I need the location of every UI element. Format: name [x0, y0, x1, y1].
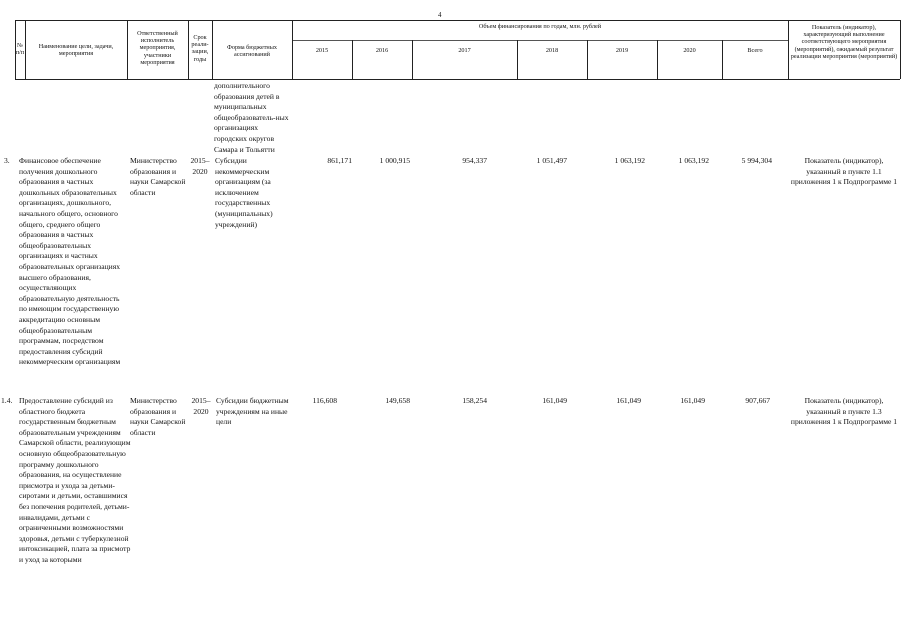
- row-value-total: 907,667: [745, 396, 770, 405]
- row-executor: Министерство образования и науки Самарской области: [130, 396, 186, 437]
- header-col-name: Наименование цели, задачи, мероприятия: [38, 43, 114, 58]
- row-indicator: Показатель (индикатор), указанный в пункте 1.3 приложения 1 к Подпрограмме 1: [790, 396, 898, 427]
- row-value-2017: 158,254: [462, 396, 487, 405]
- row-form: Субсидии некоммерческим организациям (за исключением государственных (муниципальных) учреждений): [215, 156, 273, 229]
- row-number: 1.4.: [1, 396, 13, 405]
- header-col-executor: Ответственный исполнитель мероприятия, участники мероприятия: [137, 30, 178, 66]
- page-number: 4: [438, 11, 442, 19]
- header-col-funding: Объем финансирования по годам, млн. рублей: [478, 23, 602, 30]
- header-year-2015: 2015: [315, 47, 329, 54]
- row-executor: Министерство образования и науки Самарской области: [130, 156, 186, 197]
- header-col-form: Форма бюджетных ассигнований: [227, 44, 277, 59]
- header-col-term: Срок реали-зации, годы: [191, 34, 209, 63]
- row-term: 2015– 2020: [191, 396, 211, 416]
- header-total: Всего: [747, 47, 763, 54]
- header-year-2016: 2016: [375, 47, 389, 54]
- row-value-2016: 1 000,915: [379, 156, 410, 165]
- row-indicator: Показатель (индикатор), указанный в пункте 1.1 приложения 1 к Подпрограмме 1: [790, 156, 898, 187]
- row-number: 3.: [4, 156, 10, 165]
- row-name: Предоставление субсидий из областного бюджета государственным бюджетным образовательным учреждениям Самарской области, реализующим основную общеобразовательную программу дошкольного образования, на осуществление присмотра и ухода за детьми-сиротами и детьми, оставшимися без попечения родителей, детьми-инвалидами, детьми с ограниченными возможностями здоровья, детьми с туберкулезной интоксикацией, плата за присмотр и уход за которыми: [19, 396, 131, 564]
- header-year-2017: 2017: [458, 47, 471, 54]
- row-form: Субсидии бюджетным учреждениям на иные цели: [216, 396, 289, 427]
- row-value-total: 5 994,304: [741, 156, 772, 165]
- row-value-2020: 161,049: [680, 396, 705, 405]
- row-value-2019: 161,049: [616, 396, 641, 405]
- row-value-2020: 1 063,192: [678, 156, 709, 165]
- row-value-2016: 149,658: [385, 396, 410, 405]
- header-col-number: № п/п: [15, 42, 25, 57]
- row-term: 2015– 2020: [190, 156, 210, 176]
- row-value-2015: 116,608: [312, 396, 337, 405]
- row-value-2015: 861,171: [327, 156, 352, 165]
- header-col-indicator: Показатель (индикатор), характеризующий выполнение соответствующего мероприятия (мероприятий), ожидаемый результат реализации мероприятия (мероприятий): [790, 24, 898, 60]
- row-value-2019: 1 063,192: [614, 156, 645, 165]
- header-year-2020: 2020: [683, 47, 696, 54]
- row-value-2017: 954,337: [462, 156, 487, 165]
- row-value-2018: 1 051,497: [536, 156, 567, 165]
- continuation-text: дополнительного образования детей в муниципальных общеобразователь-ных организациях городских округов Самара и Тольятти: [214, 81, 289, 154]
- row-name: Финансовое обеспечение получения дошкольного образования в частных дошкольных образовательных организациях, дошкольного, начального общего, основного общего, среднего общего образования в частных общеобразовательных организациях и частных образовательных организациях высшего образования, осуществляющих образовательную деятельность по имеющим государственную аккредитацию основным общеобразовательным программам, посредством предоставления субсидий некоммерческим организациям: [19, 156, 121, 367]
- row-value-2018: 161,049: [542, 396, 567, 405]
- header-year-2018: 2018: [545, 47, 559, 54]
- header-year-2019: 2019: [615, 47, 629, 54]
